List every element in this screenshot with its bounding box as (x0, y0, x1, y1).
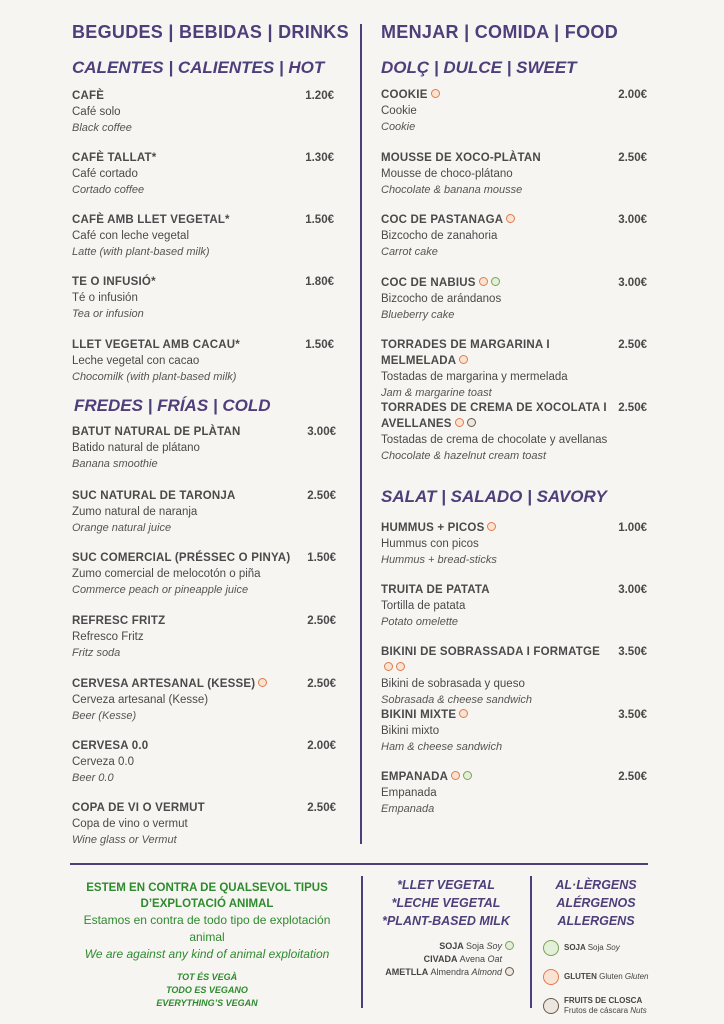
item-price: 3.00€ (307, 426, 336, 438)
menu-item (381, 769, 653, 817)
item-name-es: Cookie (381, 105, 417, 117)
item-name (72, 337, 342, 353)
menu-item (381, 400, 653, 464)
item-name-text: CERVESA 0.0 (72, 740, 149, 752)
item-name-en: Empanada (381, 803, 435, 815)
item-name-es: Mousse de choco-plátano (381, 168, 513, 180)
item-name-text: HUMMUS + PICOS (381, 522, 485, 534)
allergen-ca: GLUTEN (564, 972, 600, 981)
milk-option-es: Soja (465, 941, 487, 951)
item-price: 1.50€ (305, 339, 334, 351)
allergen-es: Gluten (599, 972, 625, 981)
gluten-allergen-icon (459, 709, 468, 718)
allergen-list (540, 938, 652, 1018)
item-name-text: COPA DE VI O VERMUT (72, 802, 205, 814)
menu-item (72, 150, 342, 198)
allergen-ca: SOJA (564, 943, 588, 952)
item-name-text: COC DE PASTANAGA (381, 214, 504, 226)
savory-food-title: SALAT | SALADO | SAVORY (381, 487, 607, 506)
soja-allergen-icon (505, 941, 514, 950)
item-name (72, 676, 342, 692)
item-price: 1.30€ (305, 152, 334, 164)
item-price: 1.50€ (305, 214, 334, 226)
item-name-en: Beer (Kesse) (72, 710, 137, 722)
statement-ca: ESTEM EN CONTRA DE QUALSEVOL TIPUS D’EXPLOTACIÓ ANIMAL (86, 882, 328, 910)
item-name-en: Commerce peach or pineapple juice (72, 584, 249, 596)
item-name-text: CAFÈ AMB LLET VEGETAL* (72, 214, 230, 226)
item-name-es: Empanada (381, 787, 437, 799)
item-name-es: Té o infusión (72, 292, 138, 304)
item-name (381, 520, 653, 536)
item-name-es: Tortilla de patata (381, 600, 466, 612)
gluten-allergen-icon (384, 662, 393, 671)
milk-option-ca: CIVADA (423, 954, 460, 964)
menu-item (381, 520, 653, 568)
item-name-en: Banana smoothie (72, 458, 158, 470)
milk-option-es: Almendra (430, 967, 472, 977)
menu-item (72, 424, 342, 472)
item-name-text: BIKINI MIXTE (381, 709, 457, 721)
item-name-en: Blueberry cake (381, 309, 455, 321)
item-name-es: Bikini mixto (381, 725, 440, 737)
item-name-text: REFRESC FRITZ (72, 615, 166, 627)
soja-allergen-icon (463, 771, 472, 780)
item-name-text: EMPANADA (381, 771, 449, 783)
column-divider (360, 24, 362, 844)
allergens-legend (540, 876, 652, 1020)
item-name (381, 212, 653, 228)
item-name-es: Tostadas de crema de chocolate y avellanas (381, 434, 608, 446)
item-name-text: SUC NATURAL DE TARONJA (72, 490, 236, 502)
allergen-legend-item (540, 996, 652, 1018)
item-name-text: BIKINI DE SOBRASSADA I FORMATGE (381, 646, 600, 658)
item-name (381, 150, 653, 166)
item-name (381, 707, 653, 723)
menu-item (381, 337, 653, 401)
milk-option-en: Almond (471, 967, 502, 977)
menu-item (381, 582, 653, 630)
item-name-en: Orange natural juice (72, 522, 172, 534)
menu-item (381, 150, 653, 198)
milk-options (370, 940, 522, 979)
item-name (381, 87, 653, 103)
item-name-en: Beer 0.0 (72, 772, 114, 784)
menu-item (72, 613, 342, 661)
statement-es: Estamos en contra de todo tipo de explotación animal (83, 913, 331, 944)
soja-allergen-icon (491, 277, 500, 286)
item-name-en: Jam & margarine toast (381, 387, 492, 399)
menu-item (72, 550, 342, 598)
item-price: 1.50€ (307, 552, 336, 564)
allergens-title-es: ALÉRGENOS (556, 896, 636, 910)
allergen-legend-item (540, 967, 652, 994)
footer-divider-left (361, 876, 363, 1008)
milk-option (370, 940, 522, 953)
item-name-en: Wine glass or Vermut (72, 834, 177, 846)
item-name (72, 88, 342, 104)
item-name-en: Chocolate & hazelnut cream toast (381, 450, 547, 462)
item-name-en: Ham & cheese sandwich (381, 741, 503, 753)
item-name-es: Bikini de sobrasada y queso (381, 678, 525, 690)
item-name-en: Tea or infusion (72, 308, 144, 320)
soja-icon (543, 940, 559, 956)
item-name-es: Café solo (72, 106, 121, 118)
vegan-statement (72, 880, 342, 1010)
menu-item (381, 275, 653, 323)
milk-option-en: Oat (487, 954, 502, 964)
milk-option-ca: SOJA (439, 941, 466, 951)
item-name-en: Chocomilk (with plant-based milk) (72, 371, 237, 383)
item-name (72, 212, 342, 228)
gluten-allergen-icon (506, 214, 515, 223)
menu-item (381, 212, 653, 260)
nuts-allergen-icon (467, 418, 476, 427)
menu-item (72, 676, 342, 724)
milk-option-es: Avena (459, 954, 488, 964)
hot-drinks-title: CALENTES | CALIENTES | HOT (72, 58, 325, 77)
item-name (72, 738, 342, 754)
item-name-text: COOKIE (381, 89, 428, 101)
item-name (381, 337, 653, 369)
milk-option (370, 966, 522, 979)
item-name-es: Bizcocho de arándanos (381, 293, 502, 305)
milk-title-en: *PLANT-BASED MILK (382, 914, 510, 928)
statement-en: We are against any kind of animal exploitation (84, 947, 330, 961)
footer-divider-right (530, 876, 532, 1008)
item-price: 2.00€ (618, 89, 647, 101)
drinks-title: BEGUDES | BEBIDAS | DRINKS (72, 22, 349, 42)
item-name (72, 488, 342, 504)
item-price: 2.00€ (307, 740, 336, 752)
plant-milk-box (370, 876, 522, 979)
item-price: 2.50€ (618, 339, 647, 351)
food-title: MENJAR | COMIDA | FOOD (381, 22, 619, 42)
vegan-labels (72, 971, 342, 1010)
menu-item (381, 644, 653, 708)
vegan-es: TODO ES VEGANO (166, 985, 248, 995)
item-name-text: LLET VEGETAL AMB CACAU* (72, 339, 240, 351)
item-price: 3.00€ (618, 277, 647, 289)
menu-item (72, 800, 342, 848)
item-name-es: Zumo comercial de melocotón o piña (72, 568, 261, 580)
item-name-es: Zumo natural de naranja (72, 506, 198, 518)
item-name (72, 550, 342, 566)
item-price: 1.00€ (618, 522, 647, 534)
item-name-text: SUC COMERCIAL (PRÉSSEC O PINYA) (72, 552, 291, 564)
nuts-allergen-icon (505, 967, 514, 976)
item-name (72, 150, 342, 166)
allergen-ca: FRUITS DE CLOSCA (564, 996, 642, 1005)
item-name (381, 769, 653, 785)
item-price: 3.00€ (618, 214, 647, 226)
allergen-es: Frutos de cáscara (564, 1006, 631, 1015)
item-name-text: TORRADES DE CREMA DE XOCOLATA I AVELLANES (381, 402, 607, 430)
item-name-en: Potato omelette (381, 616, 459, 628)
allergens-title-ca: AL·LÈRGENS (555, 878, 637, 892)
item-name-es: Cerveza 0.0 (72, 756, 135, 768)
sweet-food-title: DOLÇ | DULCE | SWEET (381, 58, 577, 77)
item-price: 1.20€ (305, 90, 334, 102)
item-price: 2.50€ (307, 490, 336, 502)
item-name-es: Tostadas de margarina y mermelada (381, 371, 568, 383)
item-name-text: MOUSSE DE XOCO-PLÀTAN (381, 152, 541, 164)
gluten-allergen-icon (459, 355, 468, 364)
item-price: 2.50€ (618, 771, 647, 783)
menu-item (72, 212, 342, 260)
item-name-es: Batido natural de plátano (72, 442, 200, 454)
gluten-icon (543, 969, 559, 985)
milk-title-ca: *LLET VEGETAL (397, 878, 495, 892)
item-name (72, 800, 342, 816)
item-name-es: Refresco Fritz (72, 631, 144, 643)
item-price: 3.50€ (618, 646, 647, 658)
item-price: 3.50€ (618, 709, 647, 721)
item-name-en: Cookie (381, 121, 416, 133)
gluten-allergen-icon (479, 277, 488, 286)
item-name-text: TORRADES DE MARGARINA I MELMELADA (381, 339, 550, 367)
item-name-en: Cortado coffee (72, 184, 145, 196)
menu-item (72, 88, 342, 136)
footer-divider (70, 863, 648, 865)
gluten-allergen-icon (431, 89, 440, 98)
cold-drinks-title: FREDES | FRÍAS | COLD (74, 396, 271, 415)
item-name (381, 582, 653, 598)
allergen-legend-item (540, 938, 652, 965)
item-price: 2.50€ (307, 615, 336, 627)
item-name-en: Chocolate & banana mousse (381, 184, 523, 196)
item-name (381, 275, 653, 291)
item-name (381, 644, 653, 676)
item-name-en: Sobrasada & cheese sandwich (381, 694, 533, 706)
gluten-allergen-icon (396, 662, 405, 671)
menu-item (381, 707, 653, 755)
item-name-text: BATUT NATURAL DE PLÀTAN (72, 426, 241, 438)
item-name-en: Carrot cake (381, 246, 438, 258)
menu-item (72, 274, 342, 322)
item-name-text: TE O INFUSIÓ* (72, 276, 156, 288)
gluten-allergen-icon (451, 771, 460, 780)
item-name-es: Hummus con picos (381, 538, 479, 550)
item-name-text: CAFÈ (72, 90, 105, 102)
item-name-en: Latte (with plant-based milk) (72, 246, 210, 258)
item-price: 2.50€ (618, 152, 647, 164)
menu-item (381, 87, 653, 135)
menu-item (72, 337, 342, 385)
allergen-en: Soy (605, 943, 620, 952)
item-price: 2.50€ (618, 402, 647, 414)
item-name-en: Fritz soda (72, 647, 121, 659)
item-name-text: TRUITA DE PATATA (381, 584, 490, 596)
vegan-ca: TOT ÉS VEGÀ (176, 972, 238, 982)
item-name (381, 400, 653, 432)
item-name (72, 274, 342, 290)
item-price: 2.50€ (307, 678, 336, 690)
gluten-allergen-icon (258, 678, 267, 687)
item-price: 3.00€ (618, 584, 647, 596)
milk-option-ca: AMETLLA (385, 967, 431, 977)
item-name-es: Café con leche vegetal (72, 230, 189, 242)
gluten-allergen-icon (487, 522, 496, 531)
item-name-text: COC DE NABIUS (381, 277, 476, 289)
item-name-text: CERVESA ARTESANAL (KESSE) (72, 678, 256, 690)
item-name-es: Leche vegetal con cacao (72, 355, 200, 367)
item-name-es: Copa de vino o vermut (72, 818, 188, 830)
item-name-en: Black coffee (72, 122, 132, 134)
milk-option-en: Soy (486, 941, 502, 951)
allergen-es: Soja (587, 943, 606, 952)
item-price: 2.50€ (307, 802, 336, 814)
item-name-es: Cerveza artesanal (Kesse) (72, 694, 209, 706)
vegan-en: EVERYTHING’S VEGAN (156, 998, 258, 1008)
item-name (72, 613, 342, 629)
item-price: 1.80€ (305, 276, 334, 288)
item-name-en: Hummus + bread-sticks (381, 554, 497, 566)
item-name (72, 424, 342, 440)
item-name-text: CAFÈ TALLAT* (72, 152, 157, 164)
menu-item (72, 488, 342, 536)
item-name-es: Café cortado (72, 168, 138, 180)
allergen-en: Nuts (630, 1006, 647, 1015)
item-name-es: Bizcocho de zanahoria (381, 230, 498, 242)
allergens-title-en: ALLERGENS (557, 914, 635, 928)
allergen-en: Gluten (624, 972, 649, 981)
milk-title-es: *LECHE VEGETAL (391, 896, 501, 910)
menu-item (72, 738, 342, 786)
gluten-allergen-icon (455, 418, 464, 427)
nuts-icon (543, 998, 559, 1014)
milk-option (370, 953, 522, 966)
